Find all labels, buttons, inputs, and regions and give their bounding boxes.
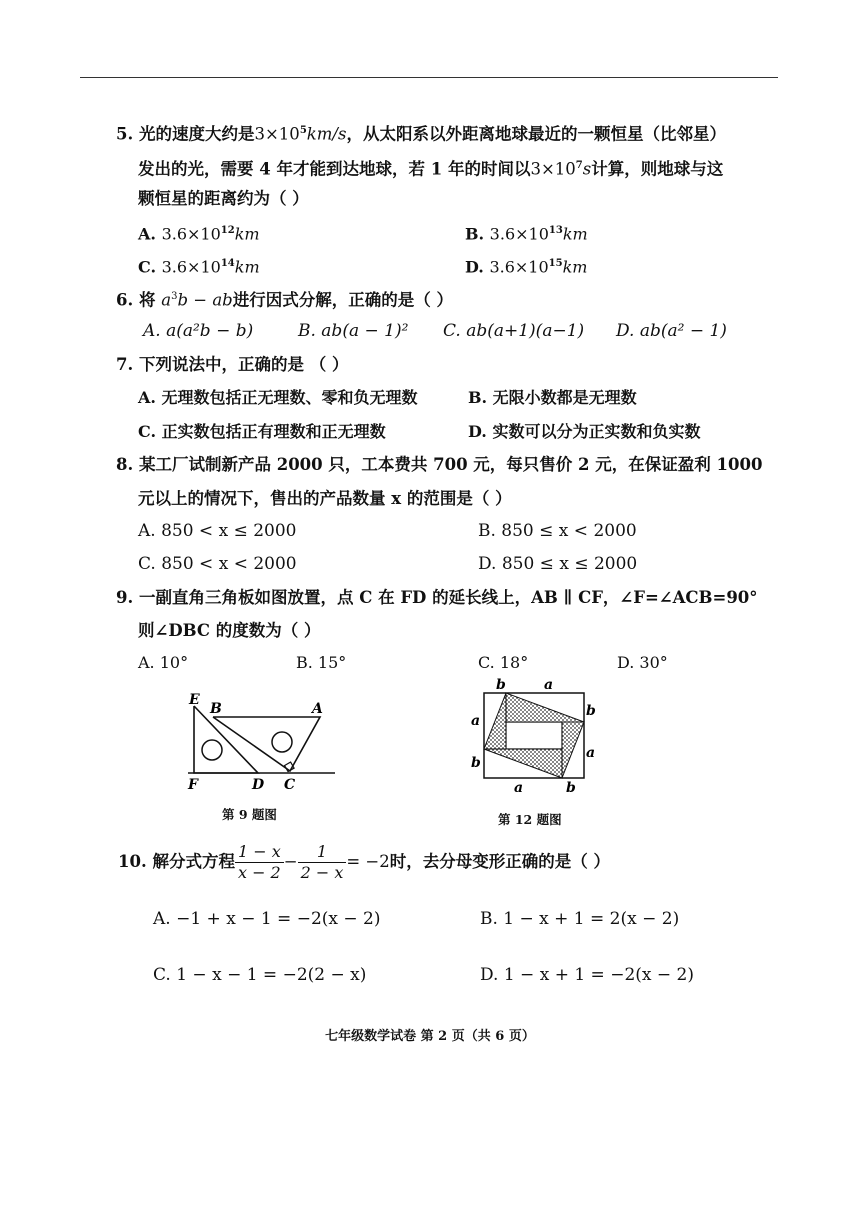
fig12-label-a-left: a (471, 713, 481, 729)
fig9-caption: 第 9 题图 (222, 807, 277, 822)
fig12-label-b-top: b (496, 677, 506, 693)
q6-option-c[interactable]: C. ab(a+1)(a−1) (443, 321, 585, 341)
q8-line2: 元以上的情况下，售出的产品数量 x 的范围是（ ） (138, 489, 512, 508)
q7-option-c[interactable]: C. 正实数包括正有理数和正无理数 (138, 422, 386, 441)
q7-option-b[interactable]: B. 无限小数都是无理数 (468, 388, 637, 407)
fig9-triangle-bac (213, 717, 320, 771)
q5-line2: 发出的光，需要 4 年才能到达地球，若 1 年的时间以$3\times 10^7s$计算，则地球与这 (138, 159, 724, 179)
q8-option-b[interactable]: B. 850 ≤ x < 2000 (478, 521, 637, 541)
q8-option-c[interactable]: C. 850 < x < 2000 (138, 554, 297, 574)
q8-option-a[interactable]: A. 850 < x ≤ 2000 (138, 521, 297, 541)
fig9-label-c: C (284, 777, 296, 793)
header-rule (80, 77, 778, 78)
q5-line3: 颗恒星的距离约为（ ） (138, 189, 309, 208)
q8-option-d[interactable]: D. 850 ≤ x ≤ 2000 (478, 554, 638, 574)
q9-option-b[interactable]: B. 15° (296, 653, 347, 672)
q7-stem: 7. 下列说法中，正确的是 （ ） (116, 355, 349, 374)
q9-option-a[interactable]: A. 10° (138, 653, 189, 672)
fig12-label-a-bottom: a (514, 780, 524, 796)
fig9-label-e: E (189, 692, 200, 708)
fig9-hole-right (272, 732, 292, 752)
q10-option-c[interactable]: C. 1 − x − 1 = −2(2 − x) (153, 965, 367, 985)
fig9-triangle-efd (194, 706, 258, 773)
q9-option-d[interactable]: D. 30° (617, 653, 668, 672)
q7-option-d[interactable]: D. 实数可以分为正实数和负实数 (468, 422, 701, 441)
q6-option-a[interactable]: A. a(a²b − b) (143, 321, 254, 341)
q6-option-d[interactable]: D. ab(a² − 1) (616, 321, 727, 341)
fig12-label-a-top: a (544, 677, 554, 693)
q6-stem: 6. 将 $a^3b$ − ab进行因式分解，正确的是（ ） (116, 290, 453, 310)
q9-line2: 则∠DBC 的度数为（ ） (138, 621, 321, 640)
figure-12 (462, 675, 612, 800)
fig9-label-d: D (252, 777, 265, 793)
q10-option-a[interactable]: A. −1 + x − 1 = −2(x − 2) (153, 909, 381, 929)
q5-option-c[interactable]: C. $3.6\times 10^{14}km$ (138, 257, 260, 277)
q10-option-d[interactable]: D. 1 − x + 1 = −2(x − 2) (480, 965, 694, 985)
fig9-label-a: A (312, 701, 323, 717)
q6-option-b[interactable]: B. ab(a − 1)² (298, 321, 409, 341)
fig9-hole-left (202, 740, 222, 760)
fig9-label-f: F (188, 777, 198, 793)
fig12-label-a-right: a (586, 745, 596, 761)
q5-option-a[interactable]: A. $3.6\times 10^{12}km$ (138, 224, 260, 244)
q10-fraction-1: $\frac{1 - x}{x - 2}$ (235, 842, 284, 883)
fig12-label-b-left: b (471, 755, 481, 771)
q5-option-b[interactable]: B. $3.6\times 10^{13}km$ (465, 224, 588, 244)
q10-fraction-2: $\frac{1}{2 - x}$ (298, 842, 347, 883)
page-footer: 七年级数学试卷 第 2 页（共 6 页） (325, 1029, 535, 1044)
q5-line1: 5. 光的速度大约是$3\times 10^5km/s$，从太阳系以外距离地球最近的一颗恒星（比邻星） (116, 124, 726, 144)
q10-stem: 10. 解分式方程 $\frac{1 - x}{x - 2}$ − $\frac{1}{2 - x}$ = −2时，去分母变形正确的是（ ） (118, 842, 610, 882)
q10-option-b[interactable]: B. 1 − x + 1 = 2(x − 2) (480, 909, 680, 929)
q7-option-a[interactable]: A. 无理数包括正无理数、零和负无理数 (138, 388, 418, 407)
fig9-label-b: B (210, 701, 222, 717)
q9-line1: 9. 一副直角三角板如图放置，点 C 在 FD 的延长线上，AB ∥ CF，∠F=∠ACB=90° (116, 588, 758, 607)
fig12-label-b-bottom: b (566, 780, 576, 796)
q5-option-d[interactable]: D. $3.6\times 10^{15}km$ (465, 257, 588, 277)
q9-option-c[interactable]: C. 18° (478, 653, 529, 672)
fig12-label-b-right: b (586, 703, 596, 719)
figure-9 (180, 688, 340, 798)
fig12-caption: 第 12 题图 (498, 812, 562, 827)
q8-line1: 8. 某工厂试制新产品 2000 只，工本费共 700 元，每只售价 2 元，在保证盈利 1000 (116, 455, 763, 474)
